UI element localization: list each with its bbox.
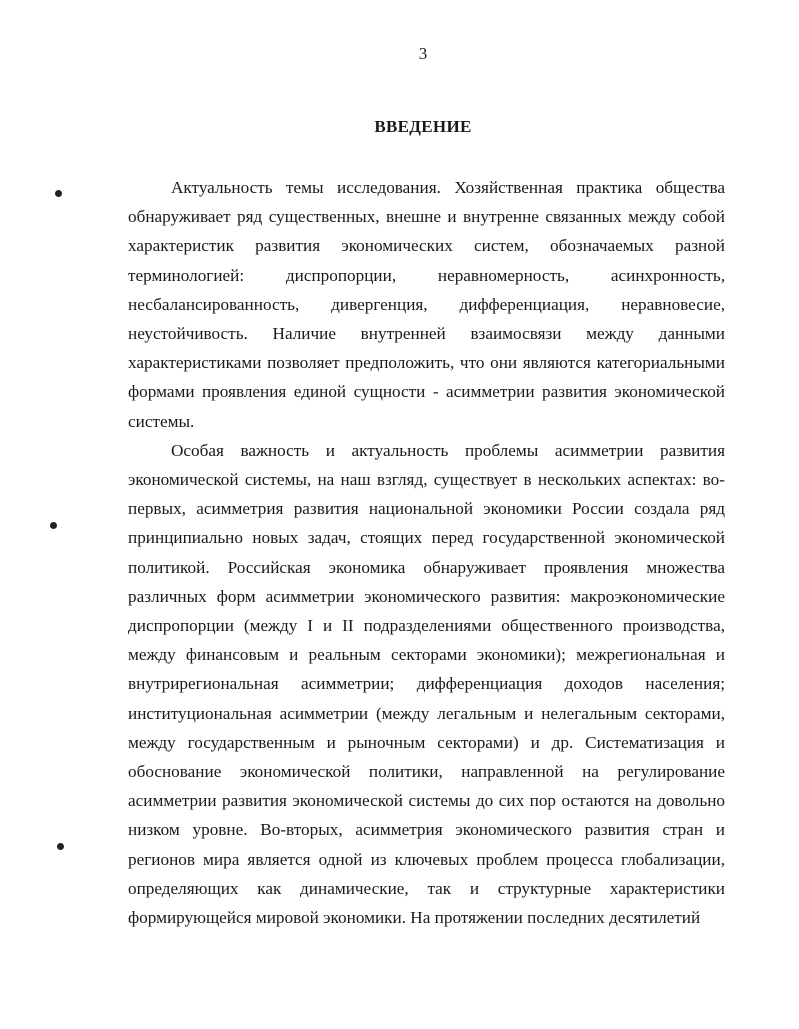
paragraph-2: Особая важность и актуальность проблемы асимметрии развития экономической системы, на наш взгляд, существует в нескольких аспектах: во-первых, асимметрия развития национальной экономики России создала ряд принципиально новых задач, стоящих перед государственной экономической политикой. Российская экономика обнаруживает проявления множества различных форм асимметрии экономического развития: макроэкономические диспропорции (между I и II подразделениями общественного производства, между финансовым и реальным секторами экономики); межрегиональная и внутрирегиональная асимметрии; дифференциация доходов населения; институциональная асимметрии (между легальным и нелегальным секторами, между государственным и рыночным секторами) и др. Систематизация и обоснование экономической политики, направленной на регулирование асимметрии развития экономической системы до сих пор остаются на довольно низком уровне. Во-вторых, асимметрия экономического развития стран и регионов мира является одной из ключевых проблем процесса глобализации, определяющих как динамические, так и структурные характеристики формирующейся мировой экономики. На протяжении последних десятилетий [128,440,725,928]
paragraph-1: Актуальность темы исследования. Хозяйственная практика общества обнаруживает ряд существенных, внешне и внутренне связанных между собой характеристик развития экономических систем, обозначаемых разной терминологией: диспропорции, неравномерность, асинхронность, несбалансированность, дивергенция, дифференциация, неравновесие, неустойчивость. Наличие внутренней взаимосвязи между данными характеристиками позволяет предположить, что они являются категориальными формами проявления единой сущности - асимметрии развития экономической системы. [128,178,725,431]
section-heading: ВВЕДЕНИЕ [374,117,472,136]
margin-mark-icon [55,190,62,197]
margin-mark-icon [57,843,64,850]
page-number: 3 [418,44,428,63]
body-text [128,173,725,932]
margin-mark-icon [50,522,57,529]
